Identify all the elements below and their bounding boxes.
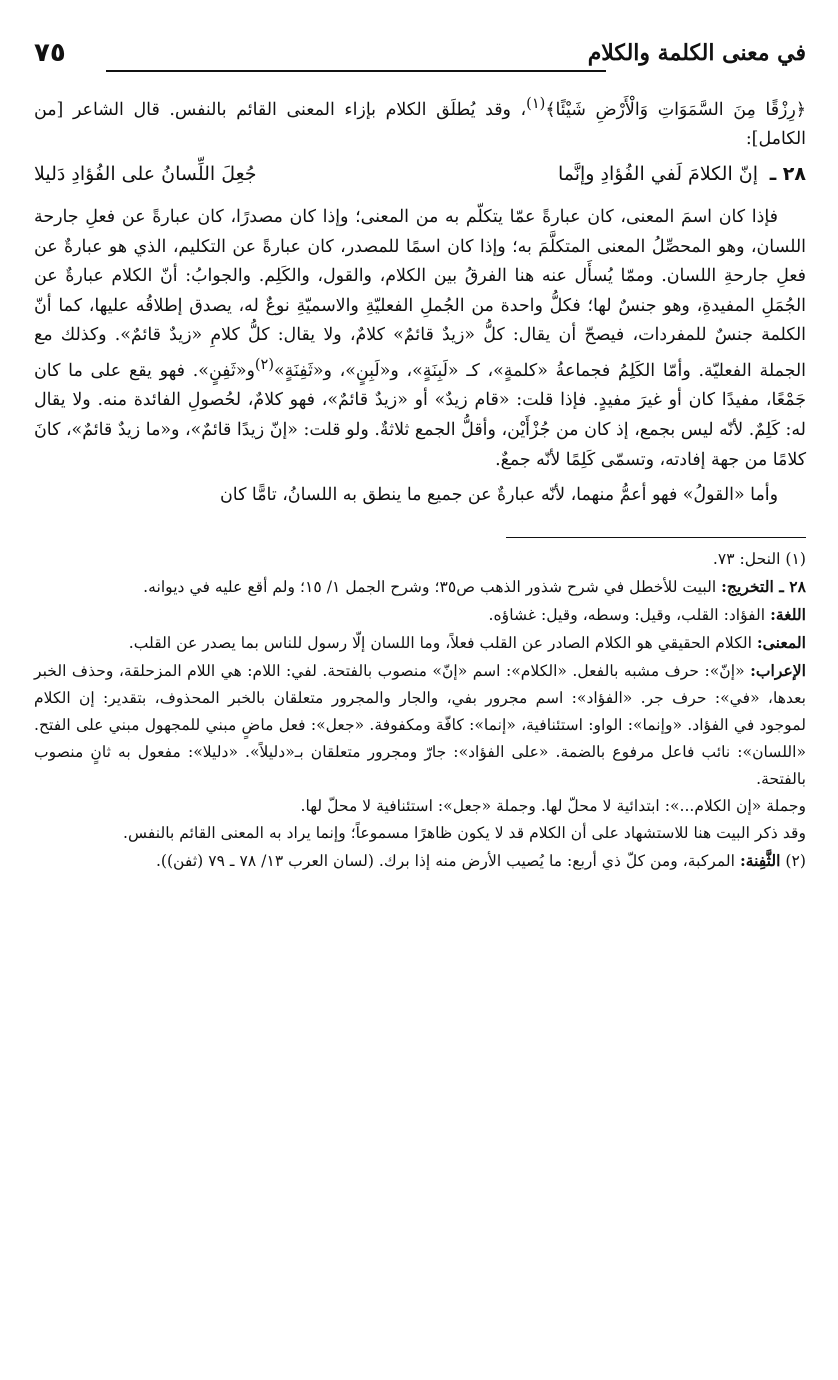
- irab-text: «إنّ»: حرف مشبه بالفعل. «الكلام»: اسم «إنّ» منصوب بالفتحة. لفي: اللام: هي اللام المزحلقة، وحذف الخبر بعدها، «في»: حرف جر. «الفؤاد»: اسم مجرور بفي، والجار والمجرور متعلقان بالخبر المحذوف، بتقدير: إن الكلام لموجود في الفؤاد. «وإنما»: الواو: استئنافية، «إنما»: كافّة ومكفوفة. «جعل»: فعل ماضٍ مبني للمجهول مبني على الفتح. «اللسان»: نائب فاعل مرفوع بالضمة. «على الفؤاد»: جارّ ومجرور متعلقان بـ«دليلاً». «دليلا»: مفعول به ثانٍ منصوب بالفتحة.: [34, 661, 806, 788]
- footnote-2: [34, 847, 806, 875]
- verse-28: [34, 159, 806, 203]
- verse-number: ٢٨ ـ: [769, 162, 806, 185]
- main-paragraph-2: وأما «القولُ» فهو أعمُّ منهما، لأنّه عبارةٌ عن جميع ما ينطق به اللسانُ، تامًّا كان: [220, 485, 778, 506]
- footnote-jumla: وجملة «إن الكلام...»: ابتدائية لا محلّ لها. وجملة «جعل»: استئنافية لا محلّ لها.: [300, 796, 806, 815]
- footnote-lugha: [34, 601, 806, 629]
- lugha-label: اللغة:: [770, 604, 806, 624]
- takhrij-label: ٢٨ ـ التخريج:: [721, 576, 806, 596]
- paragraph-1-rest: و«ثَفِنٍ». فهو يقع على ما كان جَمْعًا، مفيدًا كان أو غيرَ مفيدٍ. فإذا قلت: «قام زيدٌ» أو «زيدٌ قائمٌ»، فهو كلامٌ، لحُصولِ الفائدة منه. ولا يقال له: كَلِمٌ. لأنّه ليس بجمع، إذ كان من جُزْأَيْن، وأقلُّ الجمع ثلاثةٌ. ولو قلت: «إنّ زيدًا قائمٌ»، و«ما زيدٌ قائمٌ»، كانَ كلامًا من جهة إفادته، وتسمّى كَلِمًا لأنّه جمعٌ.: [34, 360, 806, 470]
- quran-quote: ﴿رِزْقًا مِنَ السَّمَوَاتِ وَالْأَرْضِ شَيْئًا﴾: [545, 99, 806, 120]
- footnote-marker-1[interactable]: (١): [526, 96, 546, 112]
- intro-paragraph: [34, 90, 806, 155]
- footnotes: [34, 546, 806, 875]
- page-header: [34, 30, 806, 90]
- mana-label: المعنى:: [756, 632, 806, 652]
- mana-text: الكلام الحقيقي هو الكلام الصادر عن القلب فعلاً، وما اللسان إلّا رسول للناس بما يصدر عن القلب.: [128, 633, 752, 652]
- takhrij-text: البيت للأخطل في شرح شذور الذهب ص٣٥؛ وشرح الجمل ١/ ١٥؛ ولم أقع عليه في ديوانه.: [143, 577, 717, 596]
- footnote-shahid: وقد ذكر البيت هنا للاستشهاد على أن الكلام قد لا يكون ظاهرًا مسموعاً؛ وإنما يراد به المعنى القائم بالنفس.: [123, 823, 806, 842]
- paragraph-1-text: فإذا كان اسمَ المعنى، كان عبارةً عمّا يتكلّم به من المعنى؛ وإذا كان مصدرًا، كان عبارةً عن فعلِ جارحة اللسان، وهو المحصِّلُ المعنى المتكلَّمَ به؛ وإذا كان اسمًا للمصدر، كان عبارةً عن التكليم، الذي هو عبارةٌ عن فعلِ جارحةِ اللسان. وممّا يُسأَل عنه هنا الفرقُ بين الكلام، والقول، والكَلِم. والجوابُ: أنّ الكلام عبارةٌ عن الجُمَلِ المفيدةِ، وهو جنسٌ لها؛ فكلُّ واحدة من الجُملِ الفعليّةِ والاسميّةِ نوعٌ له، يصدق إطلاقُه عليها، كما أنّ الكلمة جنسٌ للمفردات، فيصحّ أن يقال: كلُّ «زيدٌ قائمٌ» كلامٌ، ولا يقال: كلُّ كلامِ «زيدٌ قائمٌ». وكذلك مع الجملة الفعليّة. وأمّا الكَلِمُ فجماعةُ «كلمةٍ»، كـ «لَبِنَةٍ»، و«لَبِنٍ»، و«ثَفِنَةٍ»: [34, 206, 806, 381]
- header-rule: [106, 70, 606, 72]
- footnote-irab: [34, 657, 806, 793]
- footnote-1: (١) النحل: ٧٣.: [712, 549, 806, 568]
- book-page: [34, 30, 806, 1350]
- main-paragraph-1: [34, 203, 806, 475]
- verse-second-hemistich: جُعِلَ اللِّسانُ على الفُؤادِ دَليلا: [34, 162, 257, 185]
- intro-text: ، وقد يُطلَق الكلام بإزاء المعنى القائم بالنفس. قال الشاعر [من الكامل]:: [34, 99, 806, 150]
- verse-first-hemistich: إنّ الكلامَ لَفي الفُؤادِ وإنَّما: [557, 162, 758, 185]
- running-title: في معنى الكلمة والكلام: [587, 40, 806, 66]
- page-number: ٧٥: [34, 38, 66, 68]
- footnote-2-marker: (٢): [785, 851, 806, 870]
- footnote-separator: [506, 537, 806, 538]
- footnote-takhrij: [34, 573, 806, 601]
- footnote-mana: [34, 629, 806, 657]
- thafina-label: الثَّفِنة:: [739, 850, 781, 870]
- irab-label: الإعراب:: [750, 660, 806, 680]
- footnote-marker-2[interactable]: (٢): [254, 356, 274, 373]
- lugha-text: الفؤاد: القلب، وقيل: وسطه، وقيل: غشاؤه.: [488, 605, 766, 624]
- footnote-2-text: المركبة، ومن كلّ ذي أربع: ما يُصيب الأرض منه إذا برك. (لسان العرب ١٣/ ٧٨ ـ ٧٩ (ثفن)).: [155, 851, 735, 870]
